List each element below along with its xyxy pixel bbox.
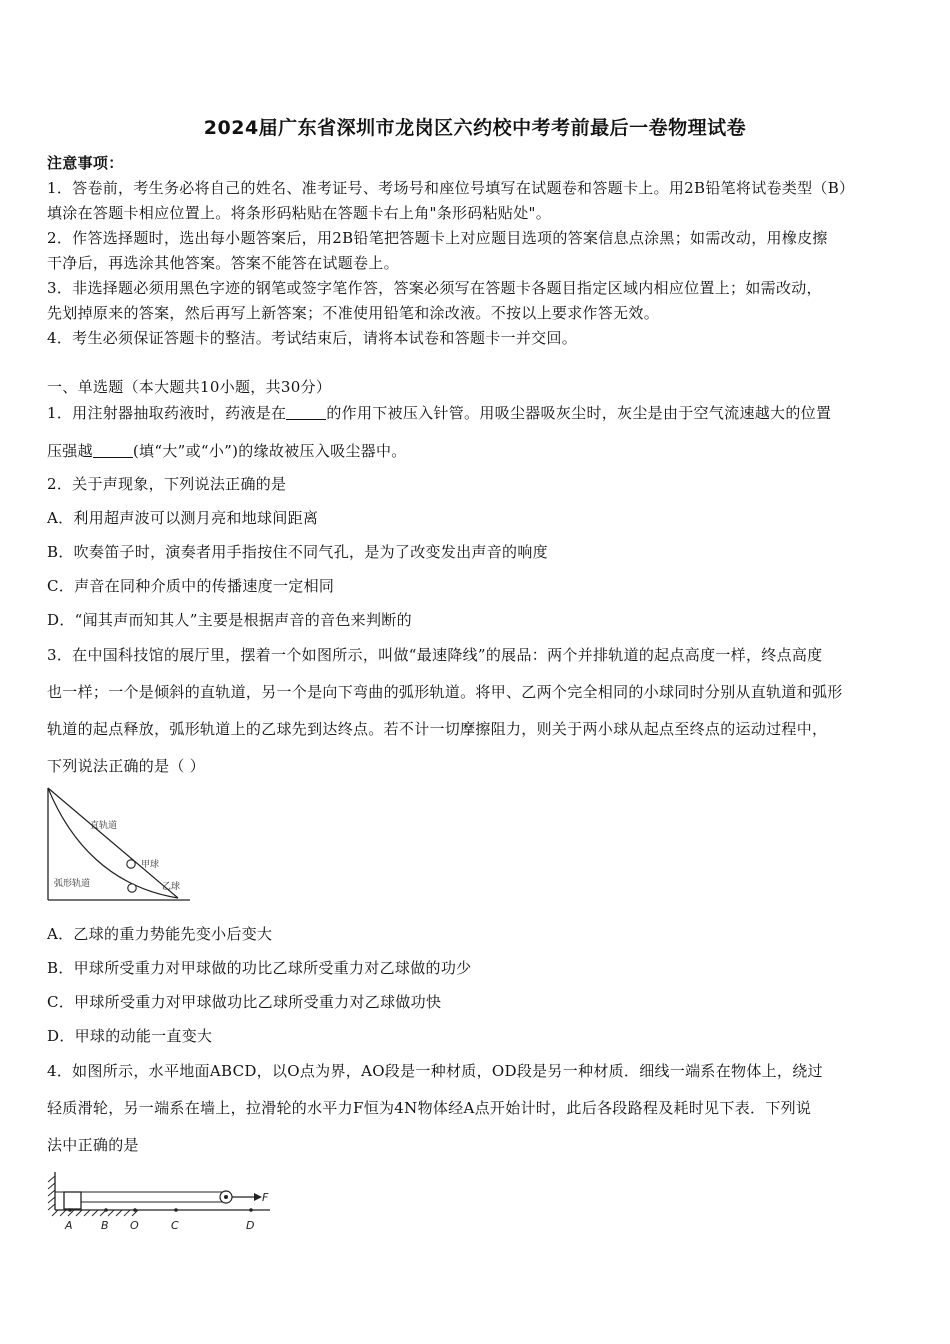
point-d-label: D [246, 1219, 255, 1232]
point-a-label: A [65, 1219, 73, 1232]
block [64, 1192, 81, 1209]
answer-blank [93, 443, 133, 458]
section-heading: 一、单选题（本大题共10小题，共30分） [47, 378, 332, 396]
question-3-stem: 也一样；一个是倾斜的直轨道，另一个是向下弯曲的弧形轨道。将甲、乙两个完全相同的小球同时分别从直轨道和弧形 [47, 683, 843, 701]
ball-b-label: 乙球 [162, 882, 181, 892]
question-3-stem: 轨道的起点释放，弧形轨道上的乙球先到达终点。若不计一切摩擦阻力，则关于两小球从起点至终点的运动过程中， [47, 720, 828, 738]
q1-text: 1．用注射器抽取药液时，药液是在 [47, 404, 287, 422]
force-label: F [262, 1191, 269, 1204]
question-1-line-1 [47, 402, 831, 423]
q3-option-a: A．乙球的重力势能先变小后变大 [47, 925, 273, 943]
q2-option-d: D．“闻其声而知其人”主要是根据声音的音色来判断的 [47, 611, 412, 629]
ball-a [127, 860, 135, 868]
page-title: 2024届广东省深圳市龙岗区六约校中考考前最后一卷物理试卷 [203, 117, 747, 139]
notice-line: 填涂在答题卡相应位置上。将条形码粘贴在答题卡右上角"条形码粘贴处"。 [47, 204, 552, 222]
straight-track-label: 直轨道 [90, 821, 118, 831]
ball-a-label: 甲球 [141, 860, 160, 870]
q3-option-c: C．甲球所受重力对甲球做功比乙球所受重力对乙球做功快 [47, 993, 442, 1011]
force-arrowhead [254, 1193, 262, 1201]
point-o-label: O [130, 1219, 139, 1232]
question-4-stem: 轻质滑轮，另一端系在墙上，拉滑轮的水平力F恒为4N物体经A点开始计时，此后各段路程及耗时见下表．下列说 [47, 1099, 812, 1117]
pulley-axle [224, 1195, 228, 1199]
notice-heading: 注意事项： [47, 154, 124, 172]
question-2-stem: 2．关于声现象，下列说法正确的是 [47, 475, 287, 493]
q2-option-a: A．利用超声波可以测月亮和地球间距离 [47, 509, 319, 527]
arc-track-label: 弧形轨道 [54, 879, 91, 889]
q1-text: 压强越 [47, 442, 93, 460]
notice-line: 3．非选择题必须用黑色字迹的钢笔或签字笔作答，答案必须写在答题卡各题目指定区域内相应位置上；如需改动， [47, 279, 822, 297]
question-1-line-2 [47, 440, 407, 461]
q3-option-b: B．甲球所受重力对甲球做的功比乙球所受重力对乙球做的功少 [47, 959, 472, 977]
question-3-stem: 3．在中国科技馆的展厅里，摆着一个如图所示，叫做“最速降线”的展品：两个并排轨道的起点高度一样，终点高度 [47, 646, 823, 664]
ground-hatching [52, 1210, 138, 1216]
notice-line: 2．作答选择题时，选出每小题答案后，用2B铅笔把答题卡上对应题目选项的答案信息点涂黑；如需改动，用橡皮擦 [47, 229, 828, 247]
point-b-label: B [101, 1219, 109, 1232]
wall-hatching [48, 1176, 55, 1210]
q3-option-d: D．甲球的动能一直变大 [47, 1027, 213, 1045]
ball-b [128, 884, 136, 892]
question-4-stem: 4．如图所示，水平地面ABCD，以O点为界，AO段是一种材质，OD段是另一种材质．细线一端系在物体上，绕过 [47, 1062, 823, 1080]
q1-text: 的作用下被压入针管。用吸尘器吸灰尘时，灰尘是由于空气流速越大的位置 [326, 404, 832, 422]
notice-line: 4．考生必须保证答题卡的整洁。考试结束后，请将本试卷和答题卡一并交回。 [47, 329, 578, 347]
q2-option-c: C．声音在同种介质中的传播速度一定相同 [47, 577, 335, 595]
notice-line: 1．答卷前，考生务必将自己的姓名、准考证号、考场号和座位号填写在试题卷和答题卡上。用2B铅笔将试卷类型（B） [47, 179, 855, 197]
answer-blank [286, 405, 326, 420]
pulley-figure [40, 1170, 290, 1236]
q2-option-b: B．吹奏笛子时，演奏者用手指按住不同气孔，是为了改变发出声音的响度 [47, 543, 548, 561]
notice-line: 先划掉原来的答案，然后再写上新答案；不准使用铅笔和涂改液。不按以上要求作答无效。 [47, 304, 660, 322]
question-4-stem: 法中正确的是 [47, 1136, 139, 1154]
brachistochrone-figure [40, 782, 200, 912]
point-c-label: C [171, 1219, 179, 1232]
question-3-stem: 下列说法正确的是（ ） [47, 757, 206, 775]
q1-text: (填“大”或“小”)的缘故被压入吸尘器中。 [132, 442, 407, 460]
notice-line: 干净后，再选涂其他答案。答案不能答在试题卷上。 [47, 254, 399, 272]
